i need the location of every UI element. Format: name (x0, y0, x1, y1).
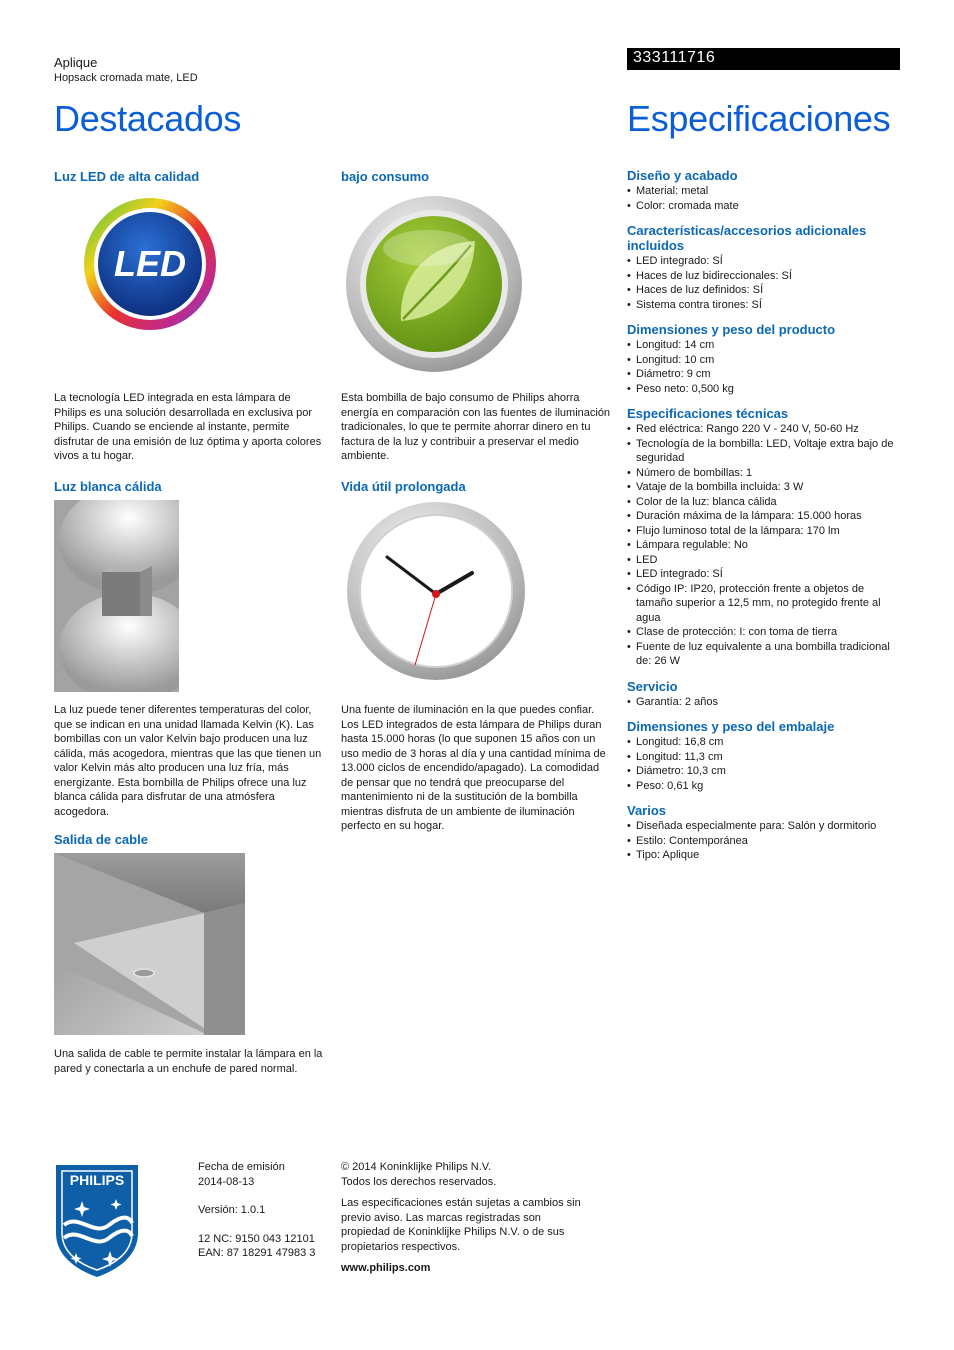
spec-item: • Código IP: IP20, protección frente a objetos de tamaño superior a 12,5 mm, no protegido frente al agua (627, 582, 902, 626)
spec-item: • Tipo: Aplique (627, 848, 902, 863)
spec-group (627, 406, 902, 669)
spec-group-title: Varios (627, 803, 667, 818)
highlights-heading: Destacados (54, 98, 242, 139)
philips-shield-logo (54, 1163, 140, 1279)
spec-item: • Material: metal (627, 184, 902, 199)
spec-group-title: Dimensiones y peso del producto (627, 322, 836, 337)
spec-group (627, 168, 902, 213)
specifications-list (627, 168, 902, 873)
spec-item: • Diámetro: 10,3 cm (627, 764, 902, 779)
feature-text-led: La tecnología LED integrada en esta lámpara de Philips es una solución desarrollada en exclusiva por Philips. Cuando se enciende al instante, permite disfrutar de una emisión de luz óptima y aporta colores vivos a tu hogar. (54, 392, 322, 462)
spec-group (627, 223, 902, 312)
spec-item: • Estilo: Contemporánea (627, 834, 902, 849)
spec-item: • Longitud: 16,8 cm (627, 735, 902, 750)
spec-item: • Longitud: 10 cm (627, 353, 902, 368)
copyright: © 2014 Koninklijke Philips N.V. (341, 1161, 492, 1173)
wall-lamp-photo (54, 500, 179, 692)
spec-item: • Longitud: 14 cm (627, 338, 902, 353)
spec-group-title: Servicio (627, 678, 678, 694)
spec-item: • Peso: 0,61 kg (627, 779, 902, 794)
feature-title-warm-white: Luz blanca cálida (54, 479, 162, 494)
spec-group (627, 803, 902, 863)
feature-title-low-consumption: bajo consumo (341, 169, 430, 184)
spec-item: • Lámpara regulable: No (627, 538, 902, 553)
spec-item: • LED (627, 553, 902, 568)
spec-item: • Color de la luz: blanca cálida (627, 495, 902, 510)
issue-date: 2014-08-13 (198, 1175, 255, 1188)
spec-item: • Vataje de la bombilla incluida: 3 W (627, 480, 902, 495)
spec-group (627, 322, 902, 396)
website-link[interactable]: www.philips.com (341, 1262, 431, 1274)
nc-code: 12 NC: 9150 043 12101 (198, 1232, 315, 1245)
specifications-heading: Especificaciones (627, 98, 891, 139)
ean-code: EAN: 87 18291 47983 3 (198, 1247, 316, 1259)
spec-group-title: Especificaciones técnicas (627, 406, 789, 421)
spec-item: • Garantía: 2 años (627, 695, 902, 710)
spec-item: • Clase de protección: I: con toma de tierra (627, 625, 902, 640)
spec-item: • Haces de luz definidos: SÍ (627, 283, 902, 298)
spec-items (627, 735, 902, 793)
version: Versión: 1.0.1 (198, 1204, 266, 1216)
spec-group-title: Dimensiones y peso del embalaje (627, 719, 835, 734)
feature-text-warm-white: La luz puede tener diferentes temperaturas del color, que se indican en una unidad llamada Kelvin (K). Las bombillas con un valor Kelvin bajo producen una luz cálida, más acogedora, mientras que las que tienen un valor Kelvin más alto producen una luz fría, más energizante. Esta bombilla de Philips ofrece una luz blanca cálida para disfrutar de una atmósfera acogedora. (54, 704, 322, 818)
product-type: Aplique (54, 55, 98, 70)
spec-item: • LED integrado: SÍ (627, 567, 902, 582)
spec-items (627, 338, 902, 396)
feature-text-low-consumption: Esta bombilla de bajo consumo de Philips ahorra energía en comparación con las fuentes de iluminación tradicionales, lo que te permite ahorrar dinero en tu factura de la luz y contribuir a preservar el medio ambiente. (341, 392, 611, 462)
spec-item: • Flujo luminoso total de la lámpara: 170 lm (627, 524, 902, 539)
rights: Todos los derechos reservados. (341, 1175, 497, 1188)
spec-item: • Diseñada especialmente para: Salón y dormitorio (627, 819, 902, 834)
spec-items (627, 422, 902, 669)
leaf-icon (343, 193, 525, 375)
spec-item: • LED integrado: SÍ (627, 254, 902, 269)
feature-title-cable-outlet: Salida de cable (54, 832, 148, 847)
cable-outlet-photo (54, 853, 245, 1035)
spec-item: • Longitud: 11,3 cm (627, 750, 902, 765)
philips-logo-text: PHILIPS (69, 1172, 125, 1188)
spec-group (627, 719, 902, 793)
product-code: 333111716 (627, 48, 900, 70)
feature-text-cable-outlet: Una salida de cable te permite instalar la lámpara en la pared y conectarla a un enchufe de pared normal. (54, 1048, 323, 1075)
feature-title-led: Luz LED de alta calidad (54, 169, 200, 184)
spec-item: • Color: cromada mate (627, 199, 902, 214)
spec-item: • Número de bombillas: 1 (627, 466, 902, 481)
spec-items (627, 254, 902, 312)
led-badge-text: LED (114, 243, 186, 284)
spec-item: • Sistema contra tirones: SÍ (627, 298, 902, 313)
legal-info (341, 1160, 591, 1276)
issue-info (198, 1160, 328, 1261)
issue-label: Fecha de emisión (198, 1161, 285, 1173)
product-subtitle: Hopsack cromada mate, LED (54, 72, 198, 84)
spec-item: • Diámetro: 9 cm (627, 367, 902, 382)
feature-title-long-life: Vida útil prolongada (341, 479, 466, 494)
led-badge-image (80, 194, 220, 334)
spec-item: • Tecnología de la bombilla: LED, Voltaje extra bajo de seguridad (627, 437, 902, 466)
spec-item: • Peso neto: 0,500 kg (627, 382, 902, 397)
spec-item: • Duración máxima de la lámpara: 15.000 horas (627, 509, 902, 524)
spec-item: • Haces de luz bidireccionales: SÍ (627, 269, 902, 284)
clock-icon (345, 500, 527, 682)
spec-items (627, 695, 902, 710)
spec-group-title: Diseño y acabado (627, 168, 738, 183)
feature-text-long-life: Una fuente de iluminación en la que puedes confiar. Los LED integrados de esta lámpara de Philips duran hasta 15.000 horas (lo que suponen 15 años con un uso medio de 3 horas al día y una cantidad mínima de 13.000 ciclos de encendido/apagado). La comodidad de pensar que no tendrá que preocuparse del mantenimiento ni de la sustitución de la bombilla mientras disfruta de un ambiente de iluminación perfecto en su hogar. (341, 704, 606, 832)
spec-group-title: Características/accesorios adicionales incluidos (627, 223, 867, 253)
spec-item: • Red eléctrica: Rango 220 V - 240 V, 50-60 Hz (627, 422, 902, 437)
spec-items (627, 184, 902, 213)
spec-group (627, 679, 902, 710)
spec-item: • Fuente de luz equivalente a una bombilla tradicional de: 26 W (627, 640, 902, 669)
disclaimer: Las especificaciones están sujetas a cambios sin previo aviso. Las marcas registradas son propiedad de Koninklijke Philips N.V. o de sus propietarios respectivos. (341, 1197, 581, 1253)
spec-items (627, 819, 902, 863)
